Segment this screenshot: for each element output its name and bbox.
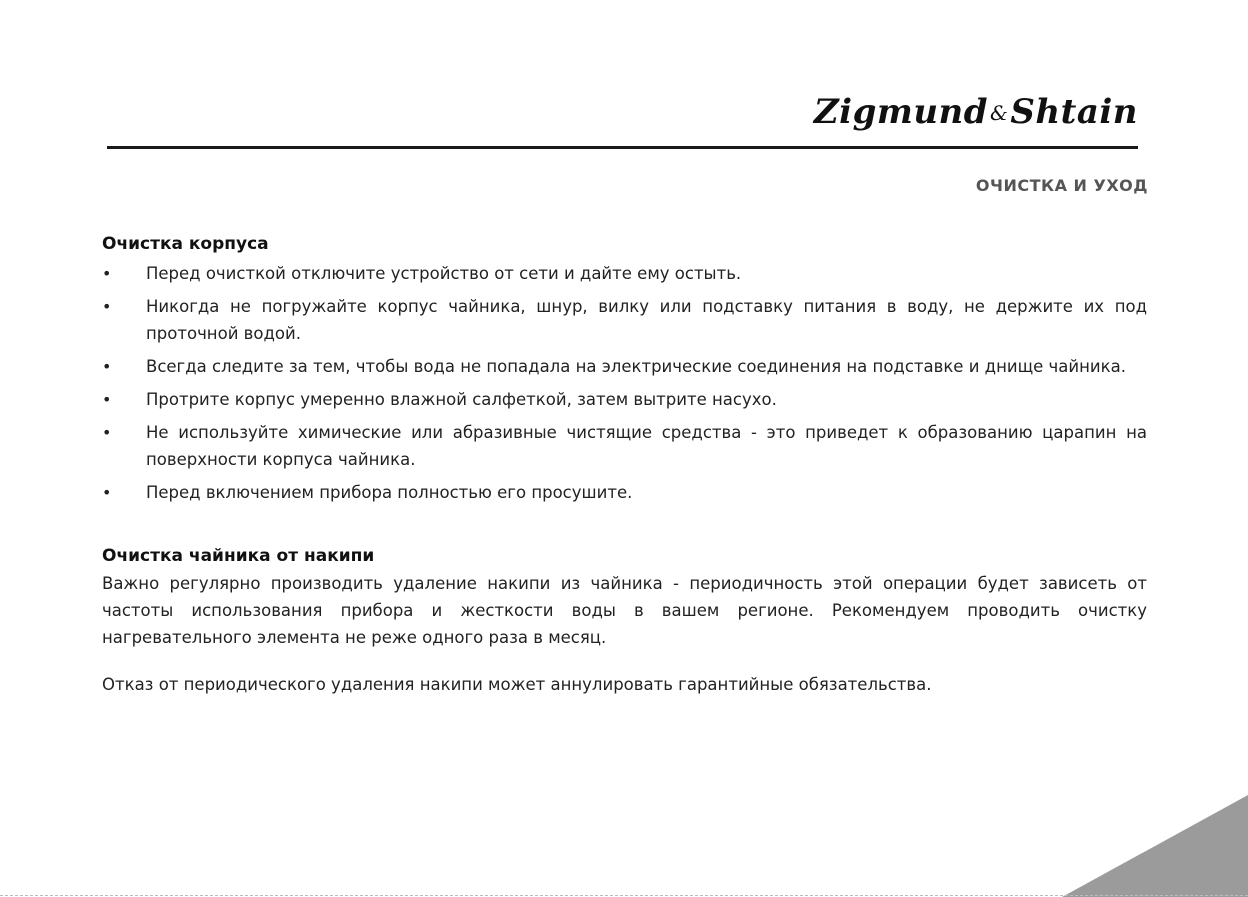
- list-item-text: Перед включением прибора полностью его просушите.: [146, 483, 633, 502]
- list-item: [102, 260, 1147, 287]
- list-item-text: Перед очисткой отключите устройство от сети и дайте ему остыть.: [146, 264, 742, 283]
- section2-paragraph: Важно регулярно производить удаление накипи из чайника - периодичность этой операции будет зависеть от частоты использования прибора и жесткости воды в вашем регионе. Рекомендуем проводить очистку нагревательного элемента не реже одного раза в месяц.: [102, 574, 1147, 647]
- section1-title: Очистка корпуса: [102, 234, 269, 254]
- section1-list: [102, 260, 1147, 506]
- bullet-icon: •: [102, 483, 112, 502]
- bullet-icon: •: [102, 264, 112, 283]
- list-item-text: Всегда следите за тем, чтобы вода не попадала на электрические соединения на подставке и днище чайника.: [146, 357, 1126, 376]
- page-corner-decoration: [1062, 795, 1248, 897]
- list-item-text: Никогда не погружайте корпус чайника, шнур, вилку или подставку питания в воду, не держите их под проточной водой.: [146, 297, 1147, 343]
- bullet-icon: •: [102, 357, 112, 376]
- bullet-icon: •: [102, 297, 112, 316]
- warranty-warning: Отказ от периодического удаления накипи может аннулировать гарантийные обязательства.: [102, 675, 932, 694]
- section-label: ОЧИСТКА И УХОД: [975, 176, 1148, 195]
- list-item-text: Не используйте химические или абразивные чистящие средства - это приведет к образованию царапин на поверхности корпуса чайника.: [146, 423, 1147, 469]
- list-item: [102, 293, 1147, 347]
- list-item: [102, 479, 1147, 506]
- section2-title: Очистка чайника от накипи: [102, 546, 375, 566]
- list-item: [102, 419, 1147, 473]
- list-item: [102, 386, 1147, 413]
- logo-left-text: Zigmund: [813, 92, 989, 132]
- brand-logo: [814, 92, 1138, 132]
- page-bottom-line: [0, 894, 1248, 896]
- bullet-icon: •: [102, 423, 112, 442]
- header-rule: [107, 146, 1138, 149]
- page-content: [102, 232, 1147, 698]
- logo-right-text: Shtain: [1010, 92, 1138, 132]
- bullet-icon: •: [102, 390, 112, 409]
- list-item: [102, 353, 1147, 380]
- list-item-text: Протрите корпус умеренно влажной салфеткой, затем вытрите насухо.: [146, 390, 777, 409]
- logo-ampersand: &: [990, 101, 1009, 125]
- section2: [102, 544, 1147, 698]
